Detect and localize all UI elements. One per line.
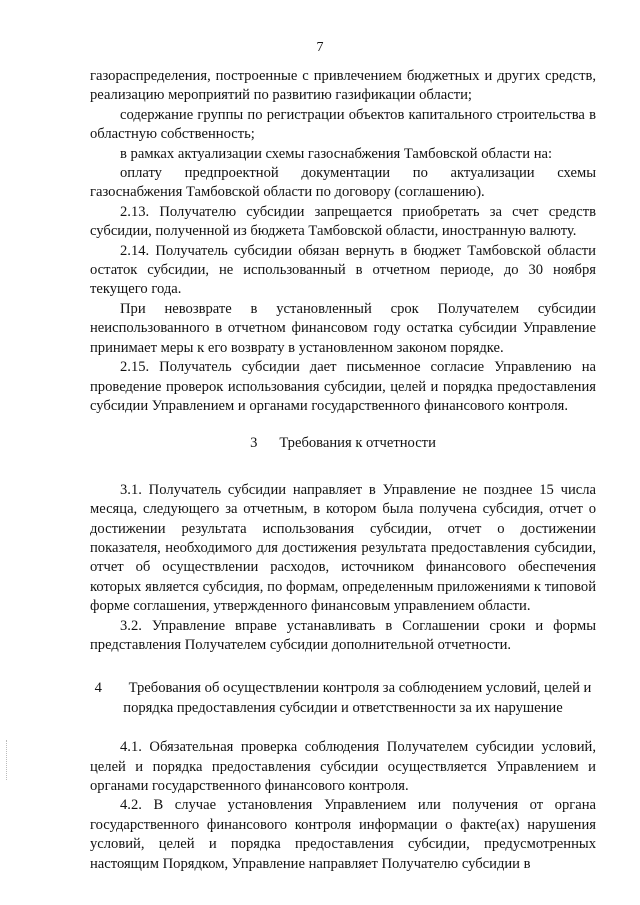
section-number: 3 bbox=[250, 435, 258, 452]
section-title: Требования об осуществлении контроля за соблюдением условий, целей и порядка предоставления субсидии и ответственности за их нарушение bbox=[123, 680, 592, 716]
section-number: 4 bbox=[94, 680, 102, 697]
paragraph: оплату предпроектной документации по актуализации схемы газоснабжения Тамбовской области по договору (соглашению). bbox=[90, 165, 596, 201]
paragraph: газораспределения, построенные с привлечением бюджетных и других средств, реализацию мероприятий по развитию газификации области; bbox=[90, 68, 596, 104]
paragraph: в рамках актуализации схемы газоснабжения Тамбовской области на: bbox=[120, 145, 553, 162]
section-heading-3 bbox=[90, 434, 596, 453]
paragraph: 2.14. Получатель субсидии обязан вернуть в бюджет Тамбовской области остаток субсидии, не использованный в отчетном периоде, до 30 ноября текущего года. bbox=[90, 242, 596, 298]
paragraph: содержание группы по регистрации объектов капитального строительства в областную собственность; bbox=[90, 106, 596, 143]
paragraph: При невозврате в установленный срок Получателем субсидии неиспользованного в отчетном финансовом году остатка субсидии Управление принимает меры к его возврату в установленном законом порядке. bbox=[90, 300, 596, 356]
paragraph: 2.13. Получателю субсидии запрещается приобретать за счет средств субсидии, полученной из бюджета Тамбовской области, иностранную валюту. bbox=[90, 203, 596, 240]
scan-margin-mark bbox=[6, 740, 8, 780]
paragraph: 3.2. Управление вправе устанавливать в Соглашении сроки и формы представления Получателем субсидии дополнительной отчетности. bbox=[90, 617, 596, 653]
document-body bbox=[90, 67, 596, 874]
section-heading-4 bbox=[90, 679, 596, 718]
paragraph: 4.1. Обязательная проверка соблюдения Получателем субсидии условий, целей и порядка предоставления субсидии осуществляется Управлением и органами государственного финансового контроля. bbox=[90, 739, 596, 794]
page-number: 7 bbox=[316, 40, 324, 55]
paragraph: 2.15. Получатель субсидии дает письменное согласие Управлению на проведение проверок использования субсидии, целей и порядка предоставления субсидии Управлением и органами государственного финансового контроля. bbox=[90, 359, 596, 414]
paragraph: 4.2. В случае установления Управлением или получения от органа государственного финансового контроля информации о факте(ах) нарушения условий, целей и порядка предоставления субсидии, предусмотренных настоящим Порядком, Управление направляет Получателю субсидии в bbox=[90, 797, 596, 872]
paragraph: 3.1. Получатель субсидии направляет в Управление не позднее 15 числа месяца, следующего за отчетным, в котором была получена субсидия, отчет о достижении результата использования субсидии, отчет о достижении показателя, необходимого для достижения результата предоставления субсидии, отчет об осуществлении расходов, источником финансового обеспечения которых является субсидия, по формам, определенным приложениями к типовой форме соглашения, утвержденного финансовым управлением области. bbox=[90, 481, 596, 615]
section-title: Требования к отчетности bbox=[279, 435, 436, 452]
